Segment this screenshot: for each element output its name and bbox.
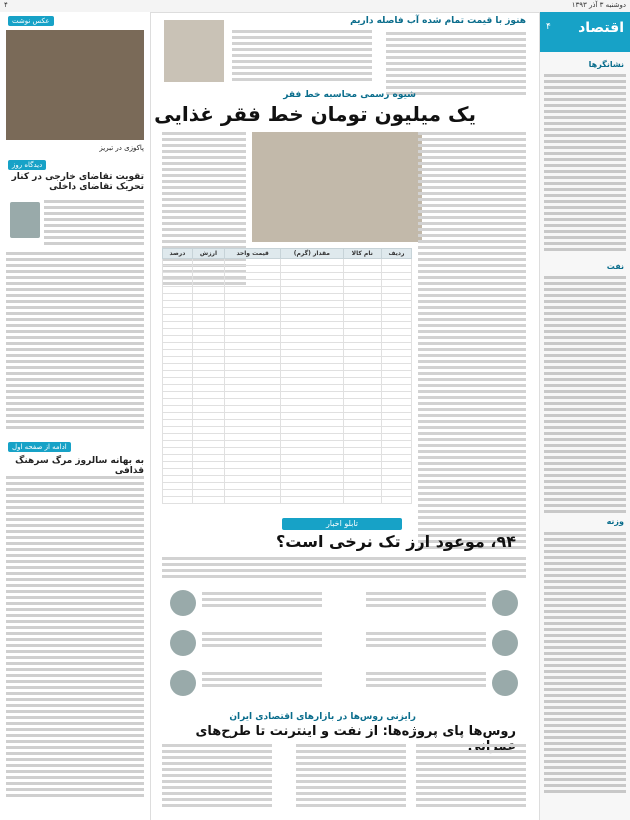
table-row (163, 413, 412, 420)
continued-text (6, 476, 144, 800)
opinion-tag: دیدگاه روز (8, 160, 46, 170)
table-header-cell: نام کالا (343, 249, 381, 259)
table-row (163, 406, 412, 413)
person-story-text (232, 30, 372, 84)
poverty-line-table (162, 248, 412, 504)
table-row (163, 455, 412, 462)
top-story-text (386, 32, 526, 98)
table-row (163, 441, 412, 448)
table-row (163, 448, 412, 455)
table-row (163, 336, 412, 343)
table-row (163, 420, 412, 427)
table-row (163, 392, 412, 399)
table-row (163, 357, 412, 364)
table-header-cell: ارزش (192, 249, 224, 259)
table-row (163, 259, 412, 266)
author-photo (10, 202, 40, 238)
quote-text (202, 672, 322, 690)
page-number: ۴ (4, 1, 8, 9)
table-row (163, 280, 412, 287)
table-header-cell: مقدار (گرم) (281, 249, 343, 259)
opinion-text-top (44, 200, 144, 248)
right-heading-2: نفت (606, 262, 624, 271)
table-row (163, 350, 412, 357)
quote-text (202, 632, 322, 650)
section-number: ۴ (546, 22, 551, 32)
table-row (163, 329, 412, 336)
table-row (163, 266, 412, 273)
avatar (170, 590, 196, 616)
table-header-cell: ردیف (381, 249, 411, 259)
table-row (163, 301, 412, 308)
avatar (492, 590, 518, 616)
russia-kicker: رایزنی روس‌ها در بازارهای اقتصادی ایران (229, 712, 416, 722)
right-heading-3: وزنه (606, 517, 624, 526)
russia-headline: روس‌ها پای پروژه‌ها: از نفت و اینترنت تا طرح‌های (195, 724, 516, 739)
main-story-text-2 (418, 372, 526, 552)
continued-heading: به بهانه سالروز مرگ سرهنگ قذافی (15, 456, 144, 476)
avatar (170, 630, 196, 656)
table-row (163, 343, 412, 350)
news-photo (6, 30, 144, 140)
table-row (163, 371, 412, 378)
avatar (492, 630, 518, 656)
data-table (162, 248, 412, 504)
news-board-banner: تابلو اخبار (282, 518, 402, 530)
table-row (163, 378, 412, 385)
table-row (163, 483, 412, 490)
table-row (163, 294, 412, 301)
date-line: دوشنبه ۳ آذر ۱۳۹۳ (571, 1, 626, 9)
opinion-heading: تقویت تقاضای خارجی در کنار تحریک تقاضای داخلی (11, 172, 144, 192)
russia-text-2 (296, 744, 406, 810)
quote-text (366, 632, 486, 650)
table-row (163, 434, 412, 441)
table-row (163, 497, 412, 504)
left-column (0, 12, 151, 820)
table-row (163, 469, 412, 476)
opinion-text (6, 252, 144, 432)
right-column (539, 12, 630, 820)
table-row (163, 490, 412, 497)
avatar (170, 670, 196, 696)
right-text-block-1 (544, 74, 626, 254)
table-row (163, 287, 412, 294)
section-title: اقتصاد (578, 20, 624, 36)
right-heading-1: نشانگرها (588, 60, 624, 69)
main-headline: یک میلیون تومان خط فقر غذایی (154, 102, 476, 126)
table-header-cell: قیمت واحد (225, 249, 281, 259)
currency-headline: ۹۴، موعود ارز تک نرخی است؟ (276, 532, 516, 551)
table-header-cell: درصد (163, 249, 193, 259)
section-masthead (540, 12, 630, 52)
top-story-kicker: هنوز با قیمت تمام شده آب فاصله داریم (350, 16, 526, 26)
person-photo (164, 20, 224, 82)
main-kicker: شیوه رسمی محاسبه خط فقر (283, 90, 416, 100)
main-photo (252, 132, 422, 242)
table-row (163, 315, 412, 322)
russia-text-1 (416, 744, 526, 810)
table-row (163, 308, 412, 315)
table-row (163, 322, 412, 329)
quote-text (366, 672, 486, 690)
table-row (163, 399, 412, 406)
right-text-block-3 (544, 532, 626, 796)
table-row (163, 385, 412, 392)
quote-text (366, 592, 486, 610)
currency-text (162, 557, 526, 581)
table-row (163, 364, 412, 371)
russia-text-3 (162, 744, 272, 810)
photo-tag: عکس نوشت (8, 16, 54, 26)
table-row (163, 462, 412, 469)
table-row (163, 273, 412, 280)
continued-tag: ادامه از صفحه اول (8, 442, 71, 452)
table-row (163, 476, 412, 483)
quote-text (202, 592, 322, 610)
avatar (492, 670, 518, 696)
right-text-block-2 (544, 276, 626, 516)
photo-caption: پاکوزی در تبریز (99, 144, 144, 152)
table-row (163, 427, 412, 434)
center-content (152, 12, 536, 820)
